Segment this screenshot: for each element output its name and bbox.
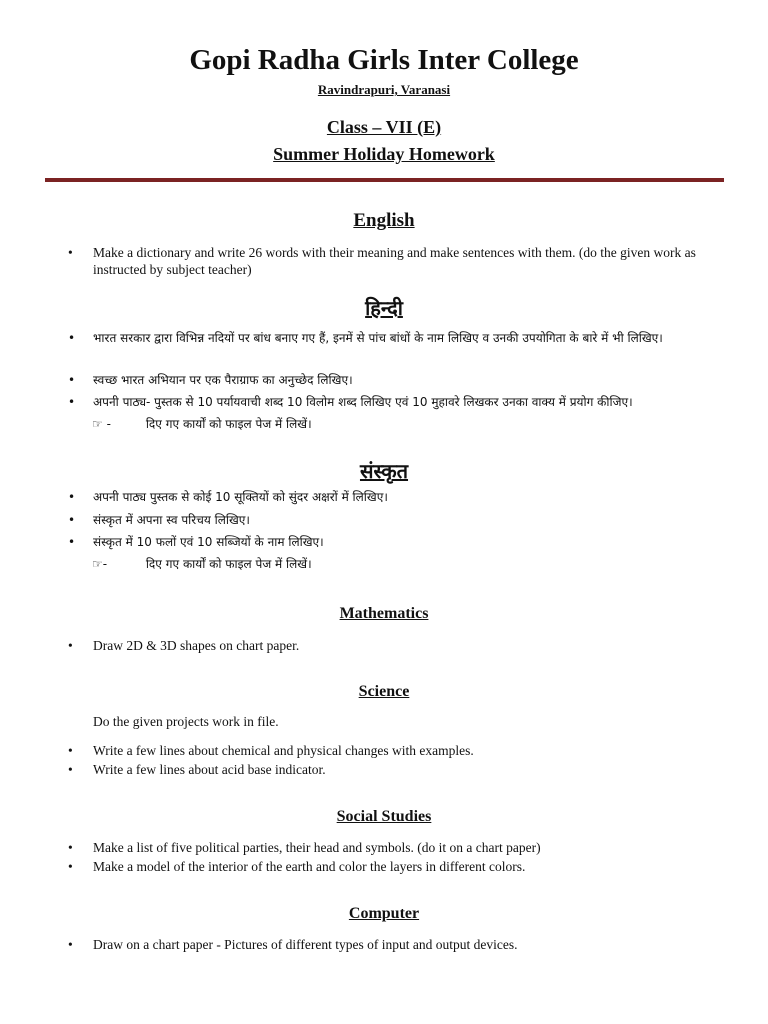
bullet-icon: •	[68, 743, 73, 758]
pointing-hand-icon: ☞-	[92, 557, 108, 571]
note-text: दिए गए कार्यों को फाइल पेज में लिखें।	[145, 557, 312, 571]
list-item-text: Write a few lines about chemical and physical changes with examples.	[93, 743, 474, 758]
college-address: Ravindrapuri, Varanasi	[317, 82, 451, 97]
list-item-text: Write a few lines about acid base indicator.	[93, 762, 326, 777]
page-title: Gopi Radha Girls Inter College	[189, 44, 579, 76]
bullet-icon: •	[68, 331, 76, 345]
section-heading-computer: Computer	[348, 905, 420, 922]
list-item-text: Make a list of five political parties, their head and symbols. (do it on a chart paper)	[93, 840, 541, 855]
list-item-text: अपनी पाठ्य पुस्तक से कोई 10 सूक्तियों को सुंदर अक्षरों में लिखिए।	[93, 490, 388, 504]
bullet-icon: •	[68, 535, 76, 549]
pointing-hand-icon: ☞ -	[92, 417, 111, 431]
list-item-text: Make a model of the interior of the earth and color the layers in different colors.	[93, 859, 526, 874]
header-divider	[45, 178, 724, 182]
section-heading-science: Science	[358, 683, 410, 700]
list-item-text: अपनी पाठ्य- पुस्तक से 10 पर्यायवाची शब्द 10 विलोम शब्द लिखिए एवं 10 मुहावरे लिखकर उनका वाक्य में प्रयोग कीजिए।	[93, 395, 633, 409]
science-intro: Do the given projects work in file.	[93, 714, 279, 729]
list-item-text: भारत सरकार द्वारा विभिन्न नदियों पर बांध बनाए गए हैं, इनमें से पांच बांधों के नाम लिखिए व उनकी उपयोगिता के बारे में भी लिखिए।	[93, 331, 663, 345]
bullet-icon: •	[68, 840, 73, 855]
bullet-icon: •	[68, 395, 76, 409]
list-item-text: संस्कृत में 10 फलों एवं 10 सब्जियों के नाम लिखिए।	[93, 535, 324, 549]
bullet-icon: •	[68, 638, 73, 653]
section-heading-english: English	[353, 210, 415, 231]
list-item-text: स्वच्छ भारत अभियान पर एक पैराग्राफ का अनुच्छेद लिखिए।	[93, 373, 353, 387]
class-label: Class – VII (E)	[326, 117, 442, 137]
bullet-icon: •	[68, 373, 76, 387]
list-item-text: Draw 2D & 3D shapes on chart paper.	[93, 638, 300, 653]
section-heading-hindi: हिन्दी	[365, 296, 403, 320]
note-line	[92, 555, 312, 572]
list-item-text: Draw on a chart paper - Pictures of different types of input and output devices.	[93, 937, 518, 952]
bullet-icon: •	[68, 762, 73, 777]
section-heading-social-studies: Social Studies	[336, 808, 432, 825]
note-line	[92, 415, 312, 432]
bullet-icon: •	[68, 937, 73, 952]
note-text: दिए गए कार्यों को फाइल पेज में लिखें।	[145, 417, 312, 431]
bullet-icon: •	[68, 490, 76, 504]
list-item-text: Make a dictionary and write 26 words with their meaning and make sentences with them. (do the given work as instructed by subject teacher)	[93, 245, 696, 277]
list-item-text: संस्कृत में अपना स्व परिचय लिखिए।	[93, 513, 250, 527]
bullet-icon: •	[68, 245, 73, 260]
section-heading-sanskrit: संस्कृत	[359, 459, 409, 483]
bullet-icon: •	[68, 859, 73, 874]
section-heading-mathematics: Mathematics	[339, 605, 429, 622]
homework-title: Summer Holiday Homework	[273, 144, 495, 164]
bullet-icon: •	[68, 513, 76, 527]
